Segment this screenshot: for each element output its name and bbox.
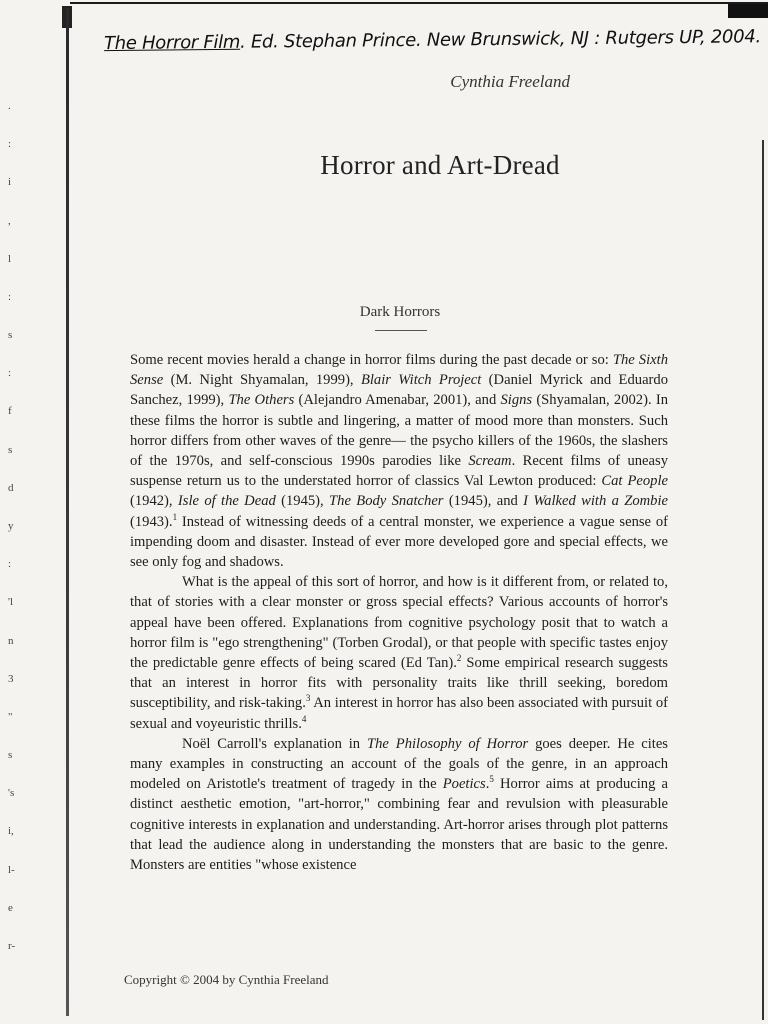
text-run: (1942), [130,493,178,510]
footnote-ref: 3 [305,693,311,704]
footnote-ref: 4 [301,713,307,724]
italic-title: Isle of the Dead [177,493,276,510]
section-divider [375,330,427,331]
margin-mark: l- [8,864,15,876]
margin-mark: l [8,253,12,265]
margin-mark: d [8,482,14,494]
italic-title: Poetics [442,776,486,793]
italic-title: Scream [468,453,512,470]
footnote-ref: 1 [172,511,178,522]
text-run: Noël Carroll's explanation in [182,735,367,752]
scan-spine-line [66,8,69,1016]
italic-title: The Philosophy of Horror [367,735,529,752]
margin-mark: i [8,176,12,188]
author-name: Cynthia Freeland [450,72,570,91]
margin-mark: n [8,635,14,647]
italic-title: The Sixth Sense [130,352,668,389]
text-run: . [485,776,490,793]
citation-book-title: The Horror Film [103,31,241,55]
margin-mark: : [8,138,12,150]
margin-mark: r- [8,940,16,952]
italic-title: Signs [500,392,533,409]
text-run: (M. Night Shyamalan, 1999), [163,372,361,389]
text-run: Some recent movies herald a change in horror films during the past decade or so: [130,352,613,368]
margin-mark: : [8,291,12,303]
italic-title: The Others [228,392,295,409]
margin-mark: s [8,329,13,341]
paragraph-2 [130,572,668,734]
text-run: What is the appeal of this sort of horror, and how is it different from, or related to, that of stories with a clear monster or gross special effects? Various accounts of horror's appeal have been offered. Explanations from cognitive psychology posit that to watch a horror film is "ego strengthening" (Torben Grodal), or that people with specific tastes enjoy the predictable genre effects of being scared (Ed Tan). [130,574,668,672]
margin-mark: " [8,711,13,723]
text-run: (1945), and [443,493,524,510]
margin-mark: i, [8,825,14,837]
margin-mark: : [8,367,12,379]
italic-title: The Body Snatcher [329,493,444,510]
text-run: (1945), [275,493,330,510]
margin-mark: s [8,444,13,456]
italic-title: I Walked with a Zombie [523,493,668,510]
body-text [130,350,668,875]
paragraph-1 [130,350,668,572]
margin-mark: s [8,749,13,761]
margin-mark: 3 [8,673,14,685]
margin-mark: 's [8,787,15,799]
citation-details: . Ed. Stephan Prince. New Brunswick, NJ : Rutgers UP, 2004. [239,26,761,53]
margin-mark: f [8,405,12,417]
scan-right-edge [762,140,764,1020]
paragraph-3 [130,734,668,875]
italic-title: Cat People [601,473,668,490]
margin-mark: : [8,558,12,570]
margin-mark: , [8,215,11,227]
copyright-footer: Copyright © 2004 by Cynthia Freeland [124,972,329,987]
margin-mark: 'l [8,596,14,608]
footnote-ref: 5 [489,774,494,785]
margin-mark: . [8,100,11,112]
text-run: Horror aims at producing a distinct aesthetic emotion, "art-horror," combining fear and revulsion with pleasurable cognitive interests in explanation and understanding. Art-horror arises through plot patterns that lead the audience along in understanding the monsters that are basic to the genre. Monsters are entities "whose existence [130,776,669,874]
text-run: (1943). [130,513,173,530]
italic-title: Blair Witch Project [360,372,482,389]
handwritten-citation [103,26,761,55]
text-run: (Shyamalan, 2002). In these films the horror is subtle and lingering, a matter of mood more than monsters. Such horror differs from other waves of the genre— the psycho killers of the 1960s, the slashers of the 1970s, and self-conscious 1990s parodies like [130,392,668,470]
text-run: goes deeper. He cites many examples in constructing an account of the goals of the genre, in an approach modeled on Aristotle's treatment of tragedy in the [130,735,668,793]
text-run: . Recent films of uneasy suspense return us to the understated horror of classics Val Lewton produced: [130,453,668,490]
margin-mark: y [8,520,14,532]
text-run: (Alejandro Amenabar, 2001), and [294,392,501,409]
text-run: Instead of witnessing deeds of a central monster, we experience a vague sense of impending doom and disaster. Instead of ever more developed gore and special effects, we see only fog and shadows. [130,513,668,571]
scan-top-edge [70,2,768,16]
chapter-title: Horror and Art-Dread [320,150,560,180]
text-run: An interest in horror has also been associated with pursuit of sexual and voyeuristic thrills. [130,695,668,732]
margin-mark: e [8,902,13,914]
text-run: (Daniel Myrick and Eduardo Sanchez, 1999), [130,372,668,409]
text-run: Some empirical research suggests that an interest in horror fits with personality traits like thrill seeking, boredom susceptibility, and risk-taking. [130,655,668,712]
section-heading: Dark Horrors [359,304,441,320]
footnote-ref: 2 [456,653,462,664]
